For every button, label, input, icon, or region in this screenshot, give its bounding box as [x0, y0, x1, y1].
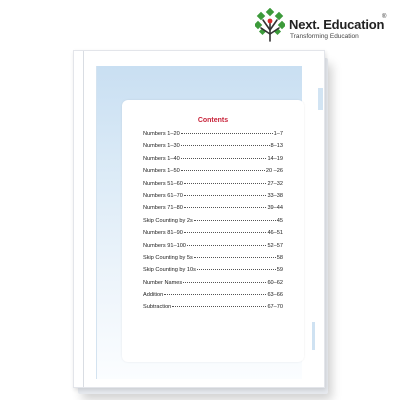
toc-chapter-name: Skip Counting by 10s: [143, 267, 196, 274]
toc-chapter-name: Addition: [143, 292, 164, 299]
contents-title: Contents: [197, 117, 229, 124]
toc-chapter-name: Numbers 1–20: [143, 131, 180, 137]
toc-page-range: 45: [276, 217, 283, 224]
toc-page-range: 39–44: [267, 205, 283, 212]
tree-logo-icon: [255, 8, 285, 42]
toc-leader-dots: [172, 306, 266, 307]
toc-chapter-name: Number Names: [143, 279, 183, 286]
toc-row: [143, 143, 283, 155]
toc-leader-dots: [197, 269, 276, 270]
toc-row: [143, 156, 283, 168]
toc-leader-dots: [164, 294, 266, 295]
toc-leader-dots: [184, 232, 267, 233]
toc-leader-dots: [194, 257, 276, 258]
toc-row: [143, 267, 283, 279]
toc-row: [143, 280, 283, 292]
registered-mark: ®: [382, 14, 387, 20]
toc-row: [143, 218, 283, 230]
toc-row: [143, 131, 283, 143]
toc-row: [143, 292, 283, 304]
toc-row: [143, 168, 283, 180]
toc-chapter-name: Numbers 81–90: [143, 230, 183, 237]
toc-leader-dots: [184, 183, 267, 184]
toc-chapter-name: Subtraction: [143, 304, 172, 311]
toc-page-range: 67–70: [267, 304, 283, 311]
toc-leader-dots: [181, 170, 265, 171]
toc-page-range: 1–7: [273, 131, 283, 137]
toc-chapter-name: Numbers 1–50: [143, 168, 180, 175]
toc-chapter-name: Numbers 61–70: [143, 192, 183, 199]
brand-tagline: Transforming Education: [290, 33, 359, 40]
toc-chapter-name: Numbers 1–30: [143, 143, 180, 150]
toc-leader-dots: [181, 133, 273, 134]
brand-name: Next. Education: [289, 17, 385, 32]
toc-page-range: 33–38: [267, 192, 283, 199]
brand-logo: [255, 8, 395, 48]
spine-line: [83, 51, 84, 387]
toc-page-range: 58: [276, 254, 283, 261]
toc-page-range: 60–62: [267, 279, 283, 286]
toc-leader-dots: [181, 158, 267, 159]
toc-leader-dots: [181, 145, 270, 146]
toc-page-range: 14–19: [267, 155, 283, 162]
toc-row: [143, 181, 283, 193]
contents-page: [122, 100, 304, 362]
toc-page-range: 46–51: [267, 230, 283, 237]
toc-chapter-name: Skip Counting by 2s: [143, 217, 193, 224]
toc-row: [143, 193, 283, 205]
toc-chapter-name: Numbers 71–80: [143, 205, 183, 212]
cover-edge-strip: [312, 322, 315, 350]
toc-row: [143, 255, 283, 267]
toc-row: [143, 243, 283, 255]
toc-row: [143, 304, 283, 316]
toc-page-range: 8–13: [270, 143, 283, 150]
toc-leader-dots: [184, 207, 267, 208]
toc-leader-dots: [184, 195, 267, 196]
toc-chapter-name: Numbers 1–40: [143, 155, 180, 162]
toc-leader-dots: [187, 245, 267, 246]
toc-page-range: 59: [276, 267, 283, 274]
toc-leader-dots: [183, 282, 266, 283]
toc-page-range: 52–57: [267, 242, 283, 249]
toc-chapter-name: Skip Counting by 5s: [143, 254, 193, 261]
toc-page-range: 20 –26: [265, 168, 283, 175]
toc-page-range: 27–32: [267, 180, 283, 187]
toc-chapter-name: Numbers 91–100: [143, 242, 186, 249]
toc-page-range: 63–66: [267, 292, 283, 299]
toc-chapter-name: Numbers 51–60: [143, 180, 183, 187]
table-of-contents: [143, 131, 283, 317]
cover-tab: [318, 88, 323, 110]
toc-row: [143, 230, 283, 242]
toc-row: [143, 205, 283, 217]
toc-leader-dots: [194, 220, 276, 221]
